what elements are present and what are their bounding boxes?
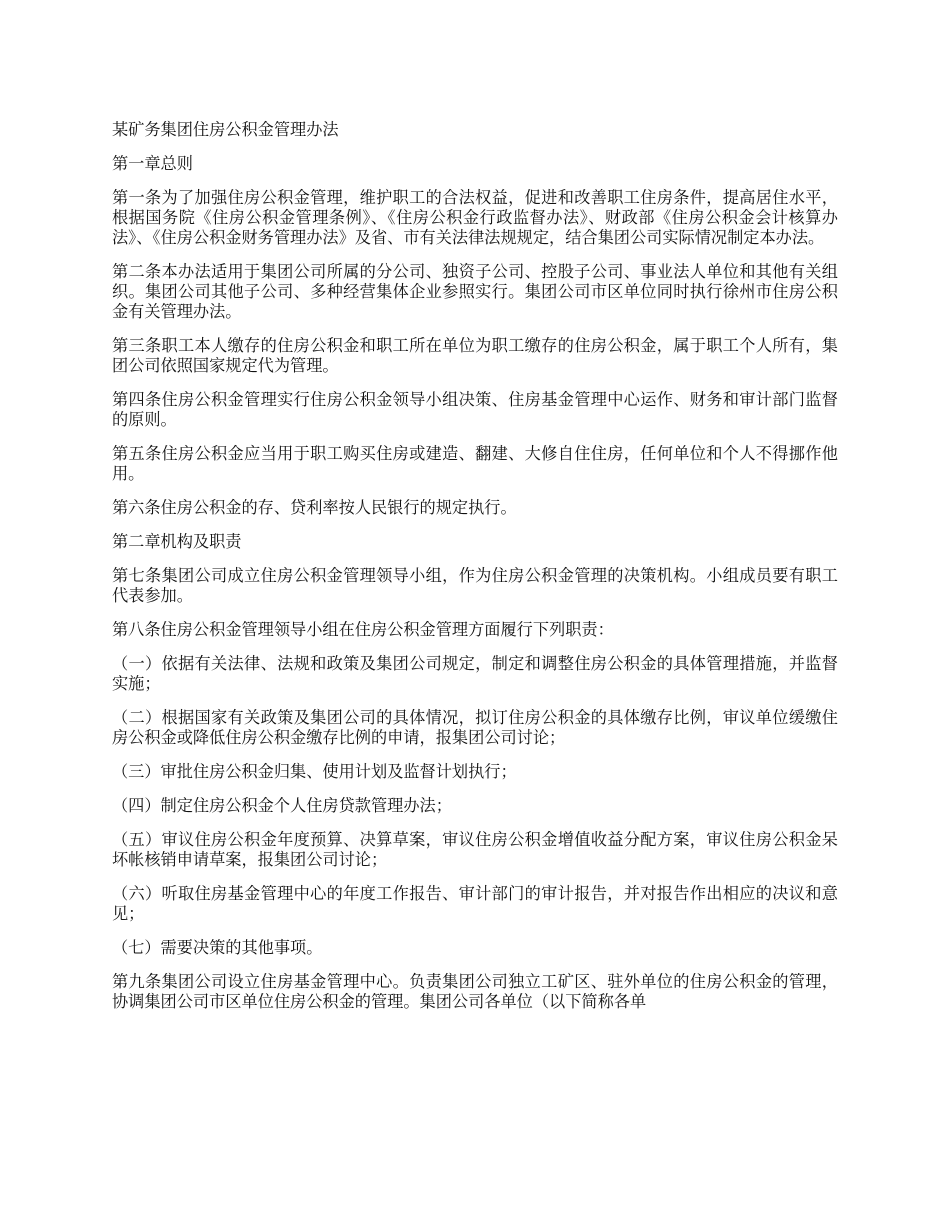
document-page — [112, 120, 838, 1012]
article-paragraph: 第二条本办法适用于集团公司所属的分公司、独资子公司、控股子公司、事业法人单位和其他有关组织。集团公司其他子公司、多种经营集体企业参照实行。集团公司市区单位同时执行徐州市住房公积金有关管理办法。 — [112, 262, 838, 321]
list-item: （三）审批住房公积金归集、使用计划及监督计划执行； — [112, 762, 517, 781]
list-item: （二）根据国家有关政策及集团公司的具体情况，拟订住房公积金的具体缴存比例，审议单位缓缴住房公积金或降低住房公积金缴存比例的申请，报集团公司讨论； — [112, 708, 838, 747]
chapter-heading: 第一章总则 — [112, 154, 193, 173]
list-item: （四）制定住房公积金个人住房贷款管理办法； — [112, 796, 452, 815]
article-paragraph: 第一条为了加强住房公积金管理，维护职工的合法权益，促进和改善职工住房条件，提高居住水平，根据国务院《住房公积金管理条例》、《住房公积金行政监督办法》、财政部《住房公积金会计核算办法》、《住房公积金财务管理办法》及省、市有关法律法规规定，结合集团公司实际情况制定本办法。 — [112, 188, 838, 247]
article-paragraph: 第四条住房公积金管理实行住房公积金领导小组决策、住房基金管理中心运作、财务和审计部门监督的原则。 — [112, 390, 838, 429]
list-item: （七）需要决策的其他事项。 — [112, 938, 323, 957]
document-body — [112, 154, 838, 1012]
article-paragraph: 第七条集团公司成立住房公积金管理领导小组，作为住房公积金管理的决策机构。小组成员要有职工代表参加。 — [112, 566, 838, 605]
list-item: （六）听取住房基金管理中心的年度工作报告、审计部门的审计报告，并对报告作出相应的决议和意见； — [112, 884, 838, 923]
article-paragraph: 第三条职工本人缴存的住房公积金和职工所在单位为职工缴存的住房公积金，属于职工个人所有，集团公司依照国家规定代为管理。 — [112, 336, 838, 375]
article-paragraph: 第六条住房公积金的存、贷利率按人民银行的规定执行。 — [112, 498, 517, 517]
article-paragraph: 第八条住房公积金管理领导小组在住房公积金管理方面履行下列职责： — [112, 620, 614, 639]
article-paragraph: 第五条住房公积金应当用于职工购买住房或建造、翻建、大修自住住房，任何单位和个人不得挪作他用。 — [112, 444, 838, 483]
list-item: （五）审议住房公积金年度预算、决算草案，审议住房公积金增值收益分配方案，审议住房公积金呆坏帐核销申请草案，报集团公司讨论； — [112, 830, 838, 869]
document-title: 某矿务集团住房公积金管理办法 — [112, 120, 339, 139]
list-item: （一）依据有关法律、法规和政策及集团公司规定，制定和调整住房公积金的具体管理措施，并监督实施； — [112, 654, 838, 693]
chapter-heading: 第二章机构及职责 — [112, 532, 242, 551]
article-paragraph: 第九条集团公司设立住房基金管理中心。负责集团公司独立工矿区、驻外单位的住房公积金的管理，协调集团公司市区单位住房公积金的管理。集团公司各单位（以下简称各单 — [112, 972, 838, 1011]
